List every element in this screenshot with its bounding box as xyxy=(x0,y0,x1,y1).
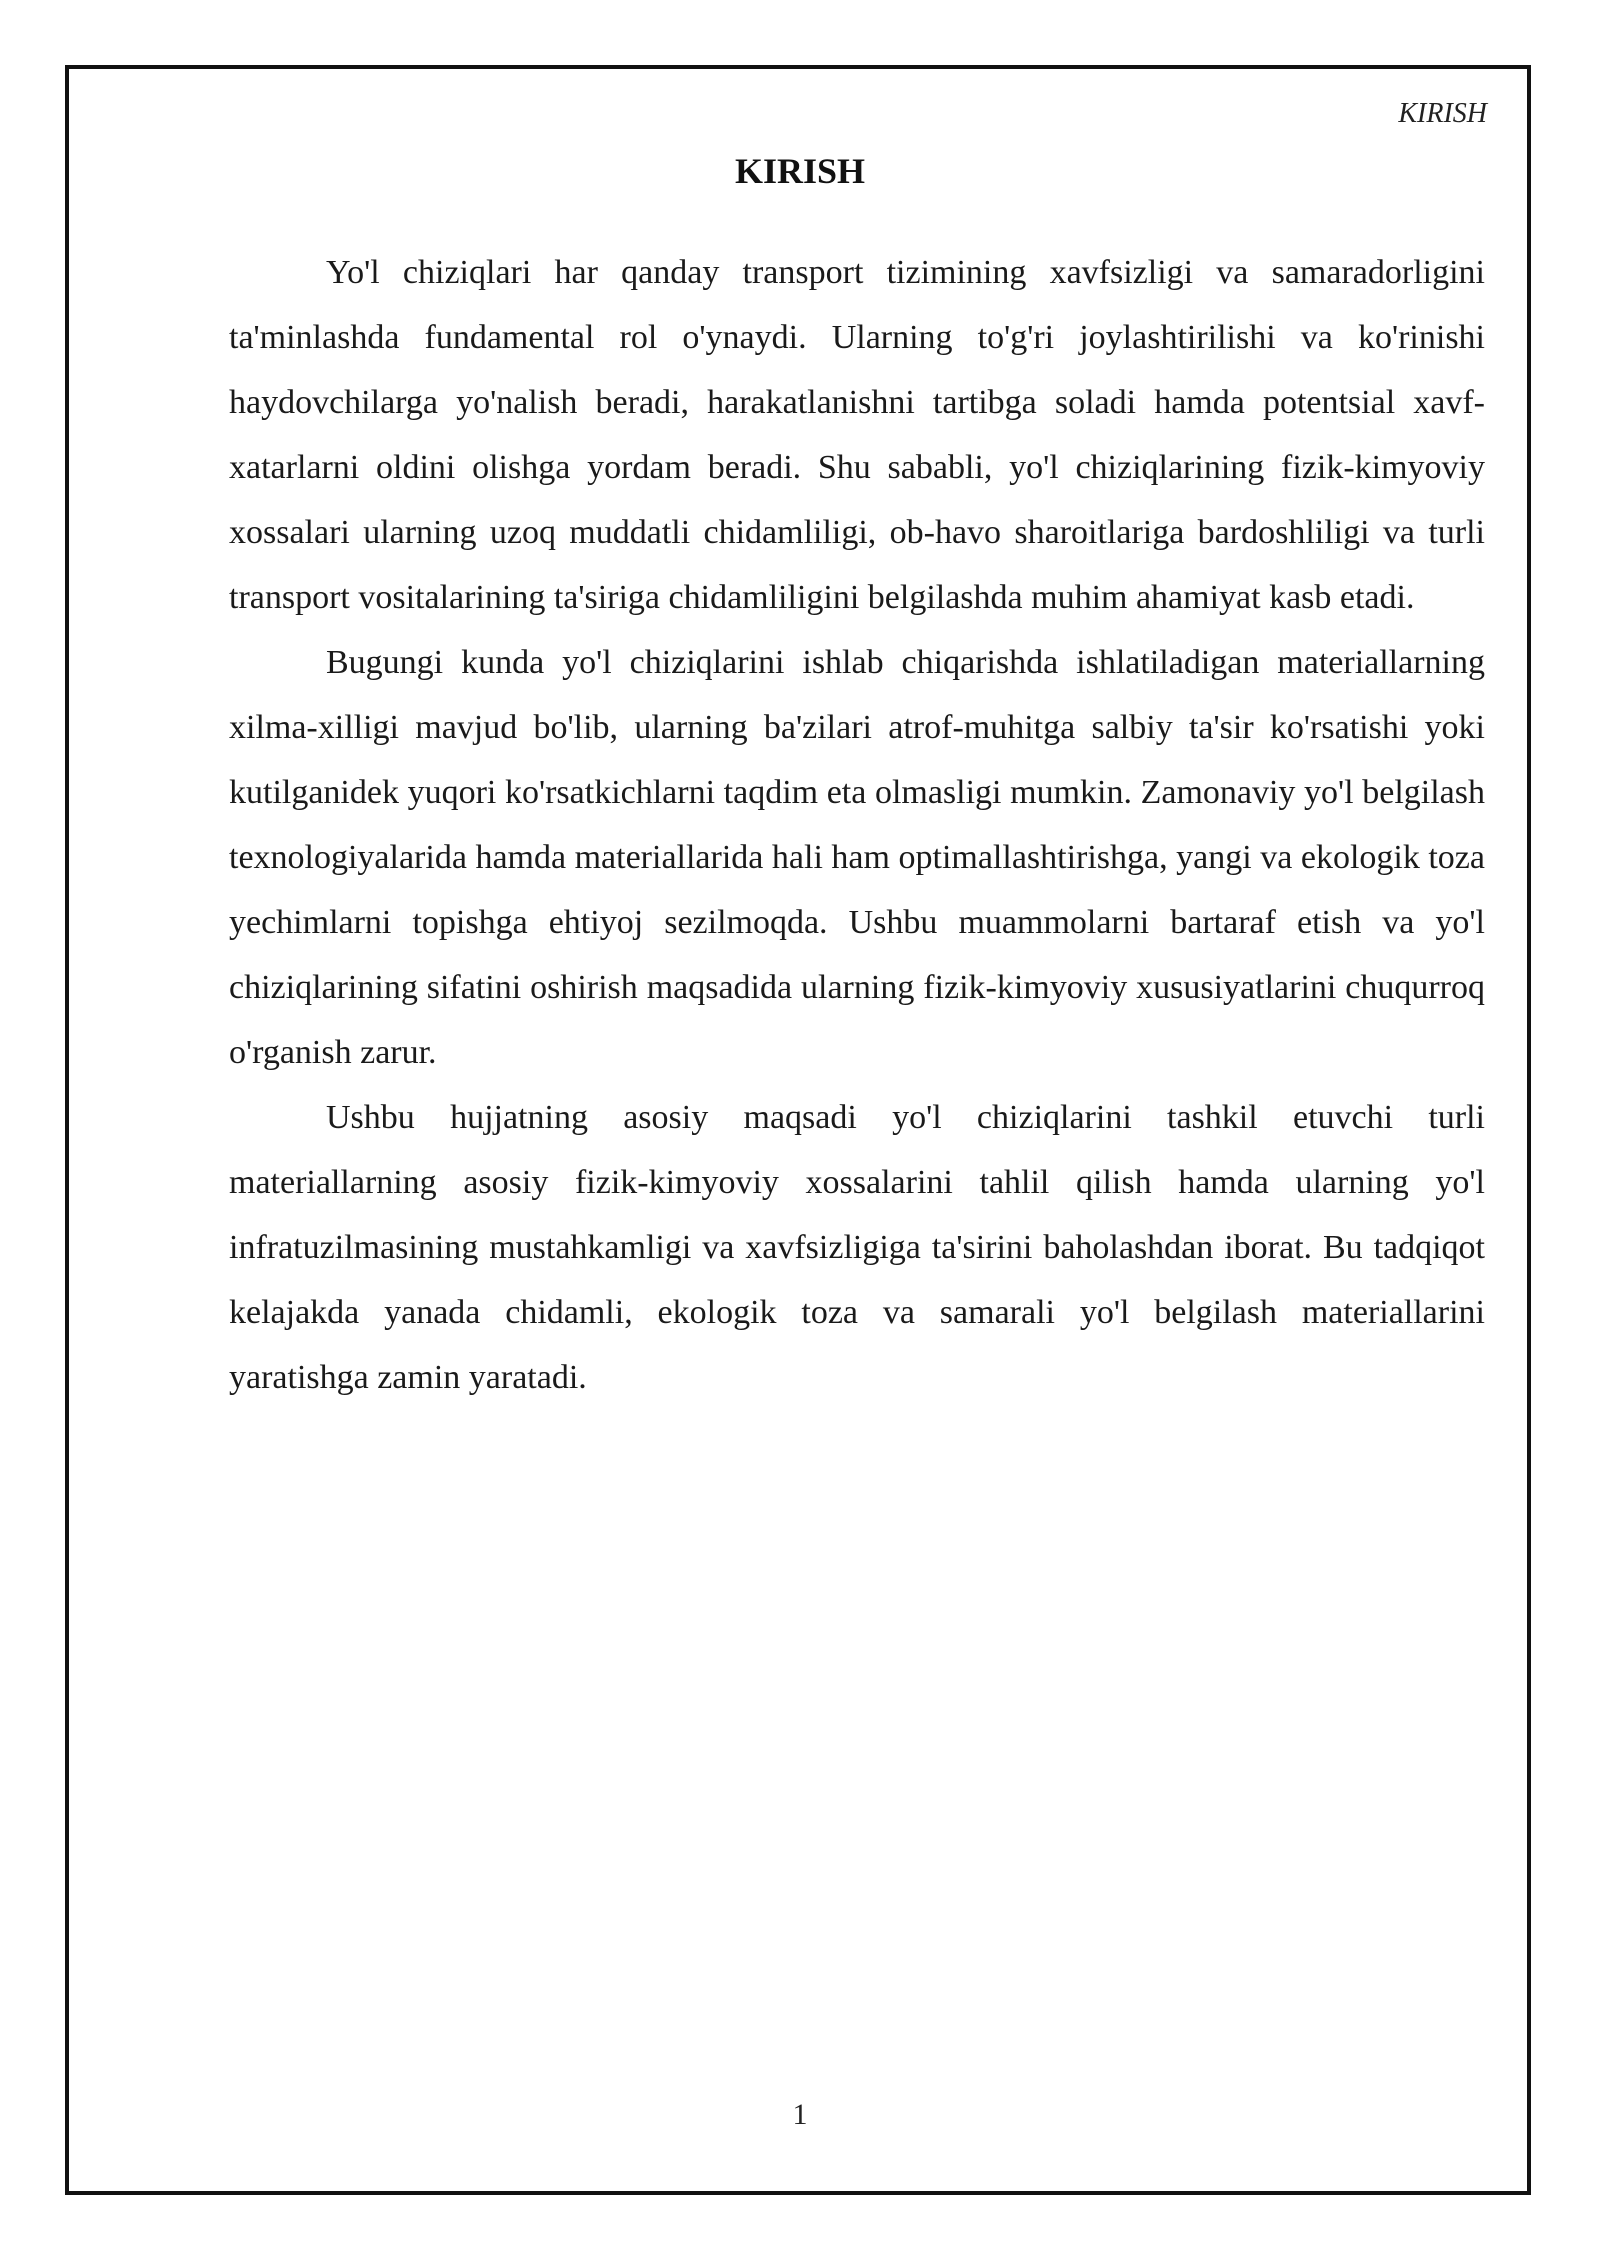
body-text xyxy=(229,240,1485,1410)
page-number: 1 xyxy=(792,2098,808,2131)
paragraph-2: Bugungi kunda yo'l chiziqlarini ishlab chiqarishda ishlatiladigan materiallarning xilma-xilligi mavjud bo'lib, ularning ba'zilari atrof-muhitga salbiy ta'sir ko'rsatishi yoki kutilganidek yuqori ko'rsatkichlarni taqdim eta olmasligi mumkin. Zamonaviy yo'l belgilash texnologiyalarida hamda materiallarida hali ham optimallashtirishga, yangi va ekologik toza yechimlarni topishga ehtiyoj sezilmoqda. Ushbu muammolarni bartaraf etish va yo'l chiziqlarining sifatini oshirish maqsadida ularning fizik-kimyoviy xususiyatlarini chuqurroq o'rganish zarur. xyxy=(229,644,1485,1071)
chapter-title: KIRISH xyxy=(734,151,866,191)
running-header: KIRISH xyxy=(1398,98,1487,129)
paragraph-1: Yo'l chiziqlari har qanday transport tizimining xavfsizligi va samaradorligini ta'minlashda fundamental rol o'ynaydi. Ularning to'g'ri joylashtirilishi va ko'rinishi haydovchilarga yo'nalish beradi, harakatlanishni tartibga soladi hamda potentsial xavf-xatarlarni oldini olishga yordam beradi. Shu sababli, yo'l chiziqlarining fizik-kimyoviy xossalari ularning uzoq muddatli chidamliligi, ob-havo sharoitlariga bardoshliligi va turli transport vositalarining ta'siriga chidamliligini belgilashda muhim ahamiyat kasb etadi. xyxy=(229,254,1485,616)
paragraph-3: Ushbu hujjatning asosiy maqsadi yo'l chiziqlarini tashkil etuvchi turli materiallarning asosiy fizik-kimyoviy xossalarini tahlil qilish hamda ularning yo'l infratuzilmasining mustahkamligi va xavfsizligiga ta'sirini baholashdan iborat. Bu tadqiqot kelajakda yanada chidamli, ekologik toza va samarali yo'l belgilash materiallarini yaratishga zamin yaratadi. xyxy=(229,1099,1485,1396)
